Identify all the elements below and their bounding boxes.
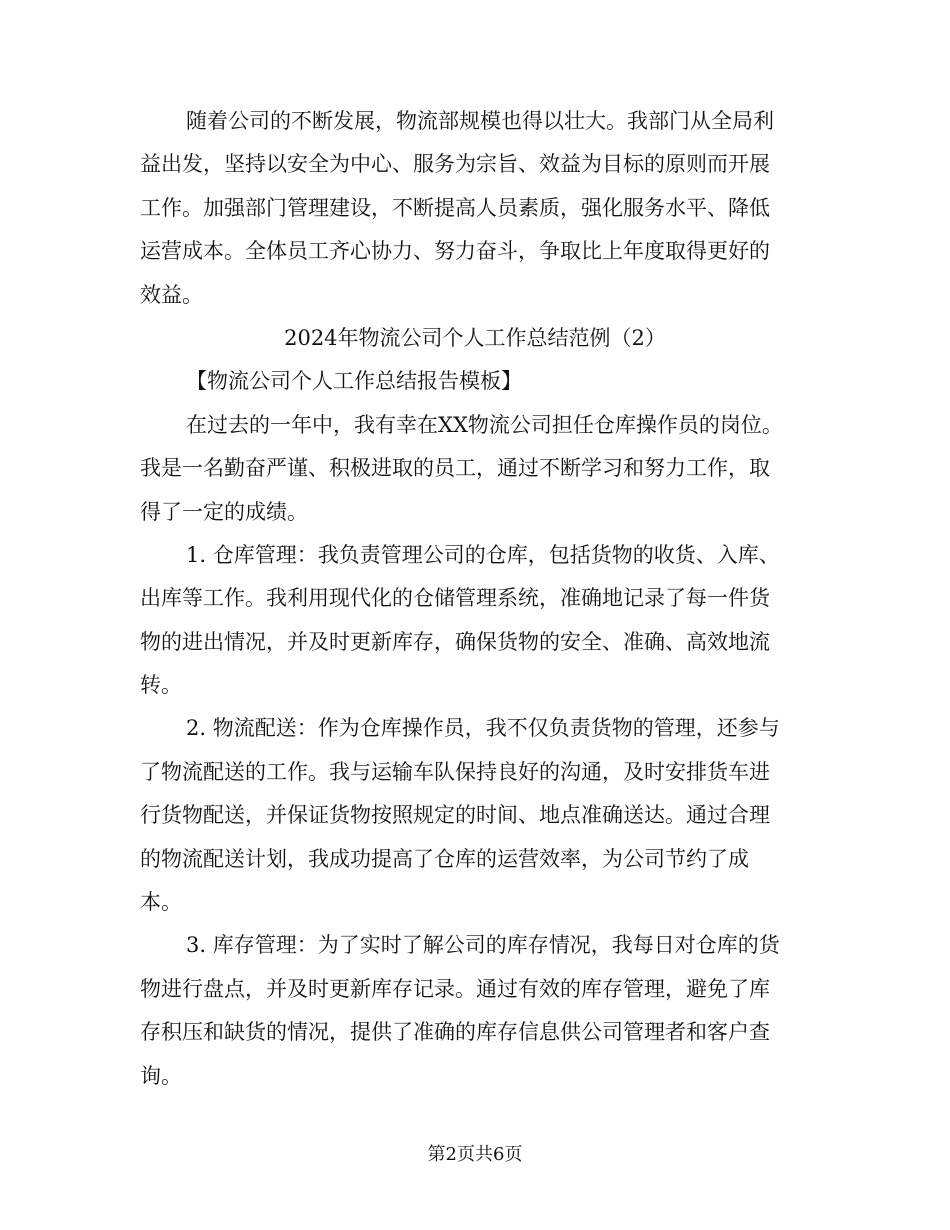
paragraph-line: 在过去的一年中，我有幸在XX物流公司担任仓库操作员的岗位。 bbox=[186, 412, 783, 437]
paragraph-line: 1. 仓库管理：我负责管理公司的仓库，包括货物的收货、入库、 bbox=[186, 542, 780, 567]
paragraph-line: 物的进出情况，并及时更新库存，确保货物的安全、准确、高效地流 bbox=[140, 629, 770, 654]
opening-paragraph bbox=[140, 404, 810, 534]
paragraph-line: 2. 物流配送：作为仓库操作员，我不仅负责货物的管理，还参与 bbox=[186, 716, 780, 741]
paragraph-line: 运营成本。全体员工齐心协力、努力奋斗，争取比上年度取得更好的 bbox=[140, 239, 770, 264]
item-2-paragraph bbox=[140, 707, 810, 924]
paragraph-line: 转。 bbox=[140, 673, 182, 698]
paragraph-line: 出库等工作。我利用现代化的仓储管理系统，准确地记录了每一件货 bbox=[140, 586, 770, 611]
paragraph-line: 随着公司的不断发展，物流部规模也得以壮大。我部门从全局利 bbox=[186, 109, 774, 133]
paragraph-line: 益出发，坚持以安全为中心、服务为宗旨、效益为目标的原则而开展 bbox=[140, 152, 770, 177]
paragraph-line: 得了一定的成绩。 bbox=[140, 499, 308, 524]
paragraph-line: 物进行盘点，并及时更新库存记录。通过有效的库存管理，避免了库 bbox=[140, 976, 770, 1001]
paragraph-line: 本。 bbox=[140, 890, 182, 915]
paragraph-line: 效益。 bbox=[140, 282, 203, 307]
paragraph-line: 存积压和缺货的情况，提供了准确的库存信息供公司管理者和客户查 bbox=[140, 1020, 770, 1045]
item-1-paragraph bbox=[140, 534, 810, 708]
paragraph-line: 了物流配送的工作。我与运输车队保持良好的沟通，及时安排货车进 bbox=[140, 759, 770, 784]
paragraph-line: 我是一名勤奋严谨、积极进取的员工，通过不断学习和努力工作，取 bbox=[140, 456, 770, 481]
document-title: 2024年物流公司个人工作总结范例（2） bbox=[284, 325, 666, 350]
paragraph-line: 询。 bbox=[140, 1063, 182, 1088]
page-number-footer: 第2页共6页 bbox=[427, 1144, 523, 1165]
item-3-paragraph bbox=[140, 924, 810, 1098]
section-heading: 【物流公司个人工作总结报告模板】 bbox=[186, 369, 522, 394]
document-content bbox=[140, 100, 810, 1098]
paragraph-line: 的物流配送计划，我成功提高了仓库的运营效率，为公司节约了成 bbox=[140, 846, 749, 871]
paragraph-line: 行货物配送，并保证货物按照规定的时间、地点准确送达。通过合理 bbox=[140, 803, 770, 828]
paragraph-line: 工作。加强部门管理建设，不断提高人员素质，强化服务水平、降低 bbox=[140, 195, 770, 220]
paragraph-line: 3. 库存管理：为了实时了解公司的库存情况，我每日对仓库的货 bbox=[186, 933, 780, 958]
intro-paragraph bbox=[140, 100, 810, 317]
